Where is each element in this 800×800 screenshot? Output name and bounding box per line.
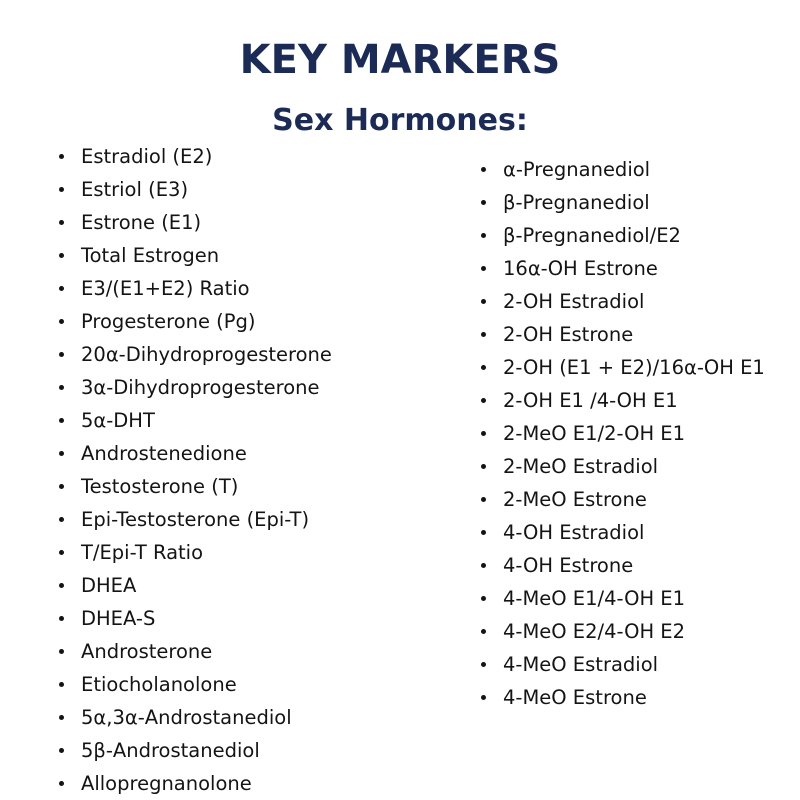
- marker-list-item: Testosterone (T): [59, 470, 332, 503]
- marker-list-item: Estradiol (E2): [59, 140, 332, 173]
- marker-list-item: 2-OH (E1 + E2)/16α-OH E1: [481, 351, 765, 384]
- marker-list-item: Estriol (E3): [59, 173, 332, 206]
- section-subtitle: Sex Hormones:: [272, 103, 528, 138]
- marker-list-item: 2-OH Estrone: [481, 318, 765, 351]
- marker-list-item: DHEA: [59, 569, 332, 602]
- marker-list-item: Androsterone: [59, 635, 332, 668]
- marker-list-item: 5α,3α-Androstanediol: [59, 701, 332, 734]
- marker-list-item: 4-MeO E1/4-OH E1: [481, 582, 765, 615]
- marker-list-item: 4-OH Estradiol: [481, 516, 765, 549]
- page-title: KEY MARKERS: [239, 37, 561, 83]
- marker-list-item: 2-MeO E1/2-OH E1: [481, 417, 765, 450]
- marker-list-item: 20α-Dihydroprogesterone: [59, 338, 332, 371]
- marker-list-item: E3/(E1+E2) Ratio: [59, 272, 332, 305]
- marker-list-item: Allopregnanolone: [59, 767, 332, 800]
- marker-list-item: 5β-Androstanediol: [59, 734, 332, 767]
- marker-list-item: 4-OH Estrone: [481, 549, 765, 582]
- marker-list-right: [481, 153, 765, 714]
- marker-list-item: 3α-Dihydroprogesterone: [59, 371, 332, 404]
- marker-list-item: β-Pregnanediol/E2: [481, 219, 765, 252]
- marker-list-item: 2-OH E1 /4-OH E1: [481, 384, 765, 417]
- marker-list-item: 4-MeO Estrone: [481, 681, 765, 714]
- marker-list-item: Epi-Testosterone (Epi-T): [59, 503, 332, 536]
- marker-list-item: Etiocholanolone: [59, 668, 332, 701]
- marker-list-item: α-Pregnanediol: [481, 153, 765, 186]
- marker-list-item: β-Pregnanediol: [481, 186, 765, 219]
- marker-list-item: 16α-OH Estrone: [481, 252, 765, 285]
- marker-list-item: Progesterone (Pg): [59, 305, 332, 338]
- marker-list-item: 4-MeO Estradiol: [481, 648, 765, 681]
- marker-list-left: [59, 140, 332, 800]
- marker-list-item: 2-MeO Estradiol: [481, 450, 765, 483]
- marker-list-item: 2-MeO Estrone: [481, 483, 765, 516]
- marker-list-item: 2-OH Estradiol: [481, 285, 765, 318]
- marker-list-item: 5α-DHT: [59, 404, 332, 437]
- marker-list-item: Estrone (E1): [59, 206, 332, 239]
- marker-list-item: 4-MeO E2/4-OH E2: [481, 615, 765, 648]
- marker-list-item: DHEA-S: [59, 602, 332, 635]
- marker-list-item: Total Estrogen: [59, 239, 332, 272]
- marker-list-item: Androstenedione: [59, 437, 332, 470]
- marker-list-item: T/Epi-T Ratio: [59, 536, 332, 569]
